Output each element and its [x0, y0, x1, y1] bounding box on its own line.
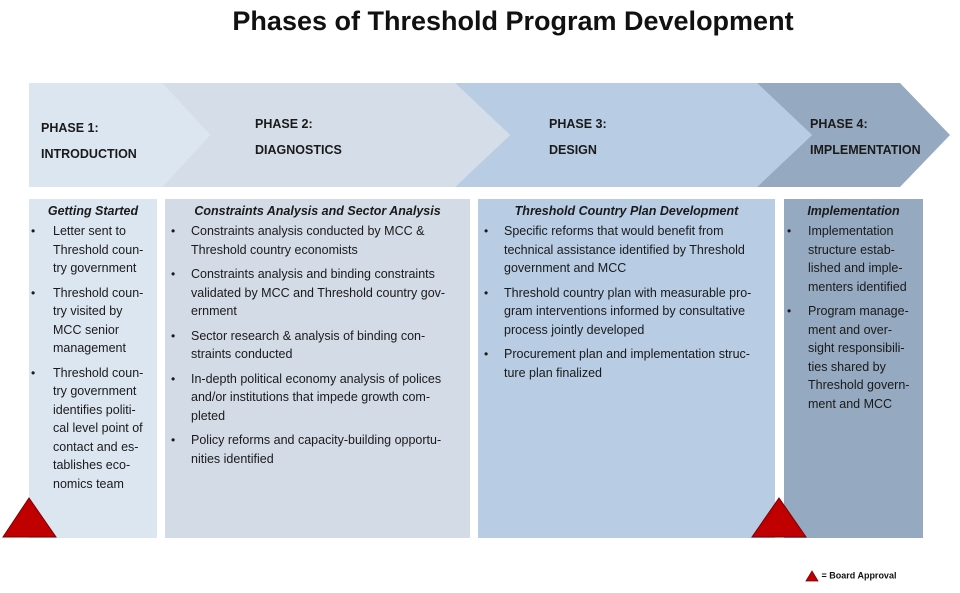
item-text: Procurement plan and implementation struc-ture plan finalized — [504, 347, 750, 380]
phase4-label — [810, 111, 921, 163]
phase1-label — [41, 115, 137, 167]
item-text: Threshold coun-try government identifies politi-cal level point of contact and es-tablishes eco-nomics team — [53, 365, 144, 491]
bullet-icon: • — [171, 224, 176, 238]
bullet-icon: • — [171, 328, 176, 343]
diagram-title: Phases of Threshold Program Development — [232, 6, 794, 36]
item-text: Letter sent to Threshold coun-try government — [53, 224, 144, 275]
column-constraints-analysis — [165, 199, 470, 538]
item-text: Specific reforms that would benefit from technical assistance identified by Threshold government and MCC — [504, 224, 745, 275]
column-heading: Implementation — [807, 204, 900, 218]
bullet-icon: • — [171, 371, 176, 386]
item-list — [784, 222, 923, 413]
phase4-name: IMPLEMENTATION — [810, 143, 921, 157]
item-text: Implementation structure estab-lished and imple-menters identified — [808, 224, 907, 294]
list-item — [784, 302, 915, 413]
bullet-icon: • — [31, 285, 36, 300]
phase2-name: DIAGNOSTICS — [255, 143, 342, 157]
bullet-icon: • — [787, 304, 792, 318]
item-text: Threshold coun-try visited by MCC senior management — [53, 285, 144, 355]
bullet-icon: • — [484, 285, 489, 300]
list-item — [784, 222, 915, 296]
bullet-icon: • — [484, 224, 489, 238]
bullet-icon: • — [171, 433, 176, 447]
phase3-label — [549, 111, 607, 163]
phase3-name: DESIGN — [549, 143, 597, 157]
bullet-icon: • — [171, 267, 176, 281]
list-item — [165, 327, 462, 364]
list-item — [478, 284, 767, 340]
item-text: Sector research & analysis of binding con-straints conducted — [191, 328, 426, 361]
item-list — [165, 222, 470, 468]
phase1-number: PHASE 1: — [41, 121, 99, 135]
column-country-plan-development — [478, 199, 775, 538]
item-text: Constraints analysis and binding constraints validated by MCC and Threshold country gov-ernment — [191, 267, 446, 318]
item-text: Program manage-ment and over-sight responsibili-ties shared by Threshold govern-ment and MCC — [808, 304, 910, 411]
item-text: Policy reforms and capacity-building opportu-nities identified — [191, 433, 442, 466]
legend-label: = Board Approval — [821, 570, 897, 581]
list-item — [165, 265, 462, 321]
item-text: Threshold country plan with measurable pro-gram interventions informed by consultative process jointly developed — [504, 285, 752, 337]
item-text: In-depth political economy analysis of polices and/or institutions that impede growth com-pleted — [191, 371, 442, 423]
list-item — [478, 345, 767, 382]
column-heading: Threshold Country Plan Development — [514, 204, 739, 218]
bullet-icon: • — [31, 224, 36, 238]
item-list — [478, 222, 775, 382]
board-approval-legend-icon — [805, 570, 819, 582]
item-list — [29, 222, 157, 493]
list-item — [29, 284, 149, 358]
phase1-name: INTRODUCTION — [41, 147, 137, 161]
column-getting-started — [29, 199, 157, 538]
phase3-number: PHASE 3: — [549, 117, 607, 131]
bullet-icon: • — [31, 365, 36, 380]
list-item — [478, 222, 767, 278]
list-item — [165, 431, 462, 468]
item-text: Constraints analysis conducted by MCC & Threshold country economists — [191, 224, 425, 257]
phase2-label — [255, 111, 342, 163]
phase2-number: PHASE 2: — [255, 117, 313, 131]
phase4-number: PHASE 4: — [810, 117, 868, 131]
column-heading: Getting Started — [47, 204, 139, 218]
column-implementation — [784, 199, 923, 538]
legend — [805, 570, 896, 582]
list-item — [165, 370, 462, 426]
list-item — [29, 222, 149, 278]
column-heading: Constraints Analysis and Sector Analysis — [194, 204, 441, 218]
list-item — [29, 364, 149, 494]
list-item — [165, 222, 462, 259]
bullet-icon: • — [484, 347, 489, 361]
bullet-icon: • — [787, 224, 792, 238]
